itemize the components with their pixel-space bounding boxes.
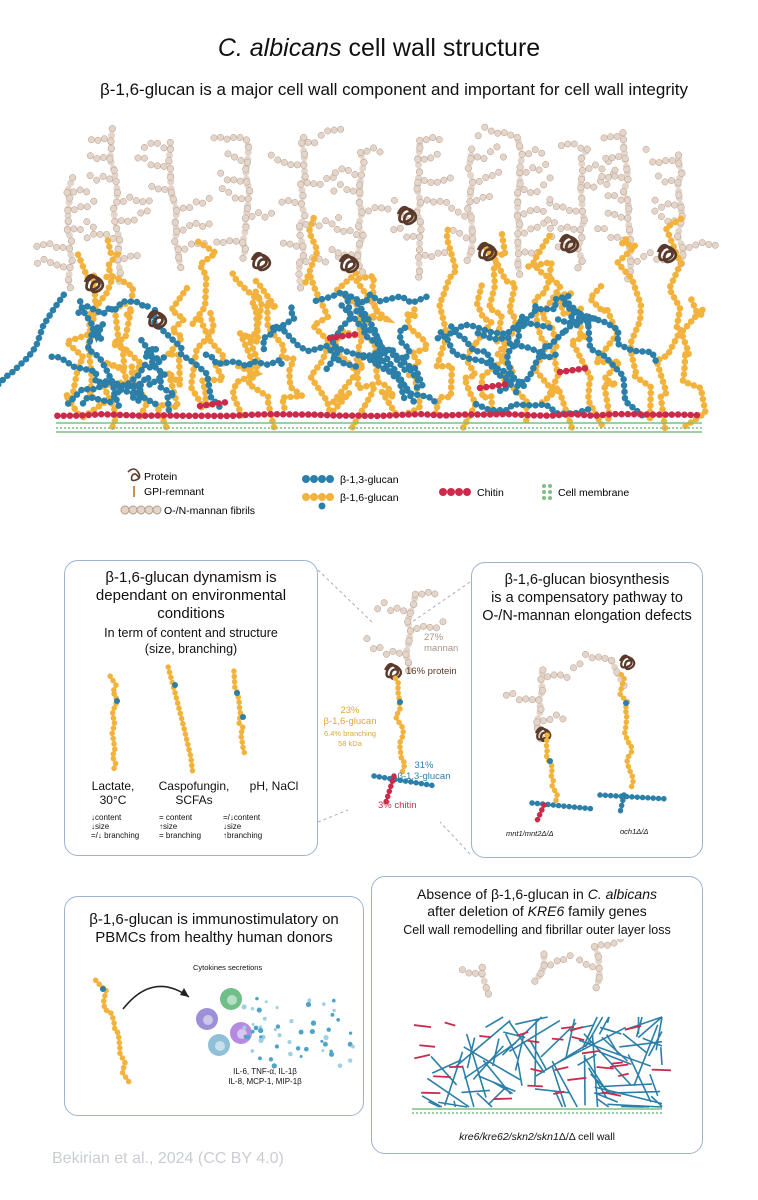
legend-b16-label: β-1,6-glucan bbox=[340, 492, 399, 504]
condition-2-notes: = content ↑size = branching bbox=[159, 813, 202, 840]
dynamism-sub-l2: (size, branching) bbox=[144, 642, 238, 656]
legend-protein-label: Protein bbox=[144, 471, 178, 483]
b13-label: β-1,3-glucan bbox=[397, 771, 451, 782]
mannan-label: mannan bbox=[424, 643, 459, 654]
mannan-pct: 27% bbox=[424, 632, 444, 643]
condition-1-notes: ↓content ↓size =/↓ branching bbox=[91, 813, 140, 840]
b16-pct: 23% bbox=[340, 705, 360, 716]
dynamism-panel bbox=[64, 560, 318, 856]
cell-membrane bbox=[56, 423, 702, 432]
b16-label: β-1,6-glucan bbox=[323, 716, 377, 727]
mutant-structures bbox=[472, 623, 702, 823]
mutant1-label: mnt1/mnt2Δ/Δ bbox=[506, 829, 554, 838]
legend-gpi-label: GPI-remnant bbox=[144, 486, 205, 498]
chitin-label: 3% chitin bbox=[378, 800, 417, 811]
immuno-graphic bbox=[65, 957, 363, 1097]
biosynthesis-panel bbox=[471, 562, 703, 858]
dynamism-title-l2: dependant on environmental bbox=[95, 587, 287, 604]
page-title: C. albicans cell wall structure bbox=[217, 34, 541, 62]
dynamism-title-l3: conditions bbox=[157, 605, 225, 622]
legend-b13-icon bbox=[302, 475, 334, 483]
legend-membrane-icon bbox=[542, 484, 552, 500]
b16-branching: 6.4% branching bbox=[323, 729, 377, 738]
legend bbox=[60, 466, 700, 526]
immuno-panel bbox=[64, 896, 364, 1116]
immuno-title-l2: PBMCs from healthy human donors bbox=[95, 929, 333, 946]
arrow-icon bbox=[123, 986, 189, 1009]
immuno-title-l1: β-1,6-glucan is immunostimulatory on bbox=[89, 911, 339, 928]
page-subtitle: β-1,6-glucan is a major cell wall component and important for cell wall integrity bbox=[99, 80, 689, 99]
cytokines-list: IL-6, TNF-α, IL-1β IL-8, MCP-1, MIP-1β bbox=[228, 1067, 302, 1086]
biosynthesis-title-l2: is a compensatory pathway to bbox=[491, 590, 683, 606]
legend-membrane-label: Cell membrane bbox=[558, 487, 630, 499]
cell-wall-illustration bbox=[0, 110, 758, 470]
dynamism-chains bbox=[65, 657, 317, 777]
mannan-fibrils-layer bbox=[34, 124, 719, 291]
legend-mannan-label: O-/N-mannan fibrils bbox=[164, 505, 256, 517]
absence-panel bbox=[371, 876, 703, 1154]
cytokines-title: Cytokines secretions bbox=[193, 963, 263, 972]
condition-2-label: Caspofungin, SCFAs bbox=[158, 779, 230, 807]
absence-subtitle: Cell wall remodelling and fibrillar outer layer loss bbox=[403, 923, 671, 937]
absence-title-l1: Absence of β-1,6-glucan in C. albicans bbox=[417, 886, 657, 902]
biosynthesis-title-l1: β-1,6-glucan biosynthesis bbox=[504, 572, 670, 588]
condition-1-label: Lactate, 30°C bbox=[91, 779, 135, 807]
absence-title-l2: after deletion of KRE6 family genes bbox=[427, 903, 647, 919]
biosynthesis-title-l3: O-/N-mannan elongation defects bbox=[482, 608, 692, 624]
dynamism-sub-l1: In term of content and structure bbox=[104, 626, 278, 640]
legend-chitin-icon bbox=[439, 488, 471, 496]
b13-pct: 31% bbox=[414, 760, 434, 771]
legend-chitin-label: Chitin bbox=[477, 487, 504, 499]
dynamism-title-l1: β-1,6-glucan dynamism is bbox=[105, 569, 277, 586]
b16-size: 58 kDa bbox=[338, 739, 362, 748]
credit-text: Bekirian et al., 2024 (CC BY 4.0) bbox=[52, 1150, 284, 1167]
absence-caption: kre6/kre62/skn2/skn1Δ/Δ cell wall bbox=[459, 1131, 615, 1143]
legend-b16-icon bbox=[302, 493, 334, 510]
protein-label: 16% protein bbox=[406, 666, 457, 677]
condition-3-notes: =/↓content ↓size ↑branching bbox=[223, 813, 263, 840]
legend-b13-label: β-1,3-glucan bbox=[340, 474, 399, 486]
mutant2-label: och1Δ/Δ bbox=[620, 827, 649, 836]
composition-graphic bbox=[314, 588, 474, 818]
mutant-cell-wall-graphic bbox=[372, 939, 702, 1124]
condition-3-label: pH, NaCl bbox=[249, 779, 299, 793]
legend-mannan-icon bbox=[121, 506, 161, 514]
legend-protein-icon bbox=[128, 469, 140, 481]
